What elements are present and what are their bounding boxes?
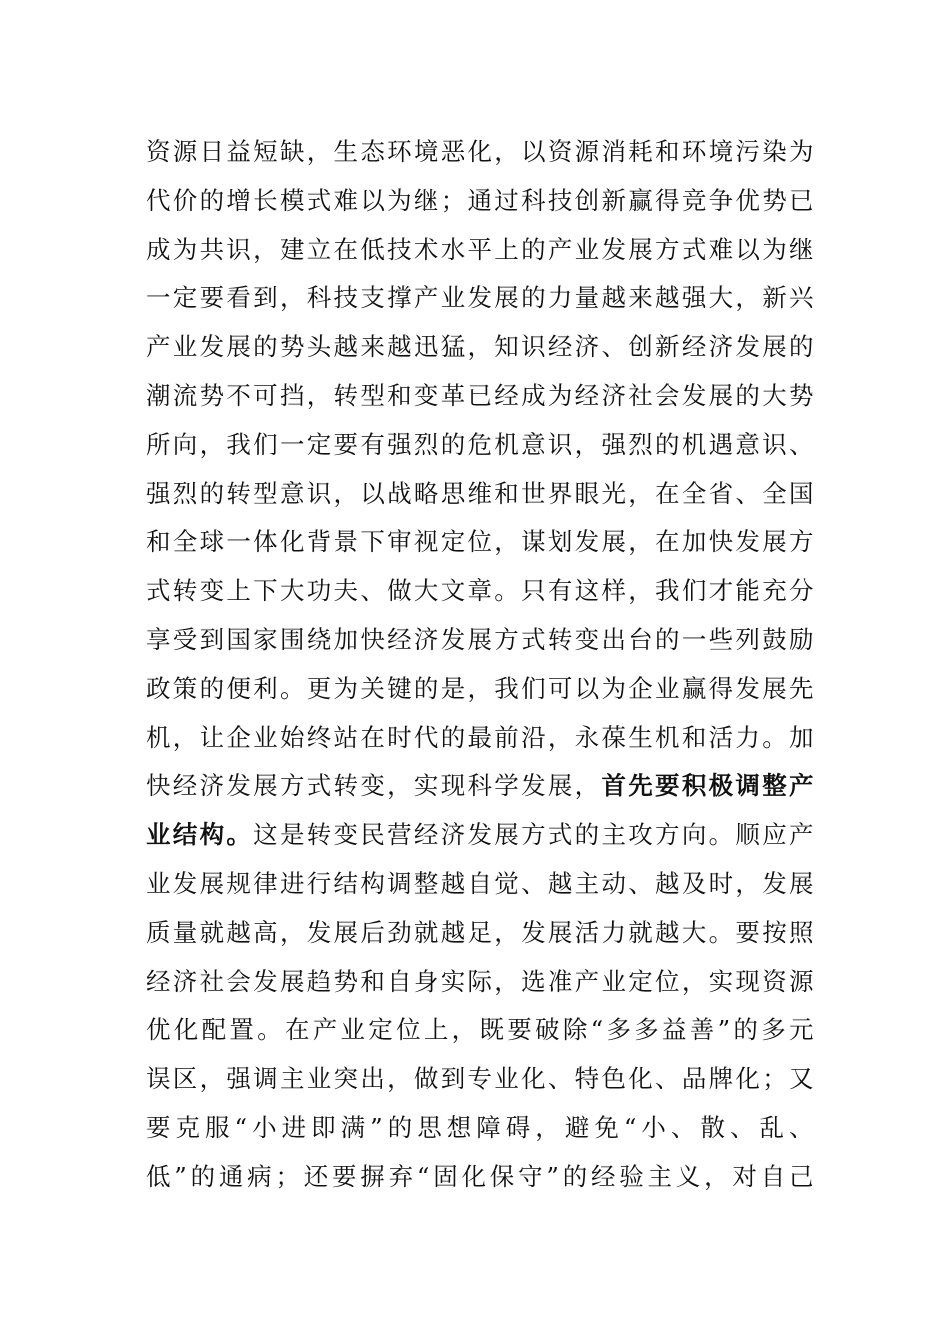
bold-text-run: 业结构。 <box>146 820 254 850</box>
text-line: 成为共识，建立在低技术水平上的产业发展方式难以为继 <box>146 234 814 264</box>
body-text <box>146 128 814 1202</box>
text-line: 机，让企业始终站在时代的最前沿，永葆生机和活力。加 <box>146 722 814 752</box>
text-line: 和全球一体化背景下审视定位，谋划发展，在加快发展方 <box>146 527 814 557</box>
text-line: 强烈的转型意识，以战略思维和世界眼光，在全省、全国 <box>146 478 814 508</box>
text-line: 一定要看到，科技支撑产业发展的力量越来越强大，新兴 <box>146 283 814 313</box>
text-line: 业发展规律进行结构调整越自觉、越主动、越及时，发展 <box>146 868 814 898</box>
text-line-mixed <box>146 762 814 811</box>
text-line: 低”的通病；还要摒弃“固化保守”的经验主义，对自己 <box>146 1161 814 1191</box>
text-line: 优化配置。在产业定位上，既要破除“多多益善”的多元 <box>146 1015 814 1045</box>
text-line: 经济社会发展趋势和自身实际，选准产业定位，实现资源 <box>146 966 814 996</box>
text-line: 误区，强调主业突出，做到专业化、特色化、品牌化；又 <box>146 1064 814 1094</box>
text-line: 资源日益短缺，生态环境恶化，以资源消耗和环境污染为 <box>146 137 814 166</box>
text-line: 产业发展的势头越来越迅猛，知识经济、创新经济发展的 <box>146 332 814 362</box>
text-line: 式转变上下大功夫、做大文章。只有这样，我们才能充分 <box>146 576 814 606</box>
text-run: 这是转变民营经济发展方式的主攻方向。顺应产 <box>253 820 815 850</box>
text-line: 享受到国家围绕加快经济发展方式转变出台的一些列鼓励 <box>146 624 814 654</box>
text-line: 质量就越高，发展后劲就越足，发展活力就越大。要按照 <box>146 917 814 947</box>
text-line: 代价的增长模式难以为继；通过科技创新赢得竞争优势已 <box>146 185 814 215</box>
text-line-mixed <box>146 811 814 860</box>
text-line: 所向，我们一定要有强烈的危机意识，强烈的机遇意识、 <box>146 429 814 459</box>
text-run: 快经济发展方式转变，实现科学发展， <box>146 771 602 801</box>
text-line: 潮流势不可挡，转型和变革已经成为经济社会发展的大势 <box>146 380 814 410</box>
text-line: 政策的便利。更为关键的是，我们可以为企业赢得发展先 <box>146 673 814 703</box>
text-line: 要克服“小进即满”的思想障碍，避免“小、散、乱、 <box>146 1112 814 1142</box>
bold-text-run: 首先要积极调整产 <box>601 771 815 801</box>
